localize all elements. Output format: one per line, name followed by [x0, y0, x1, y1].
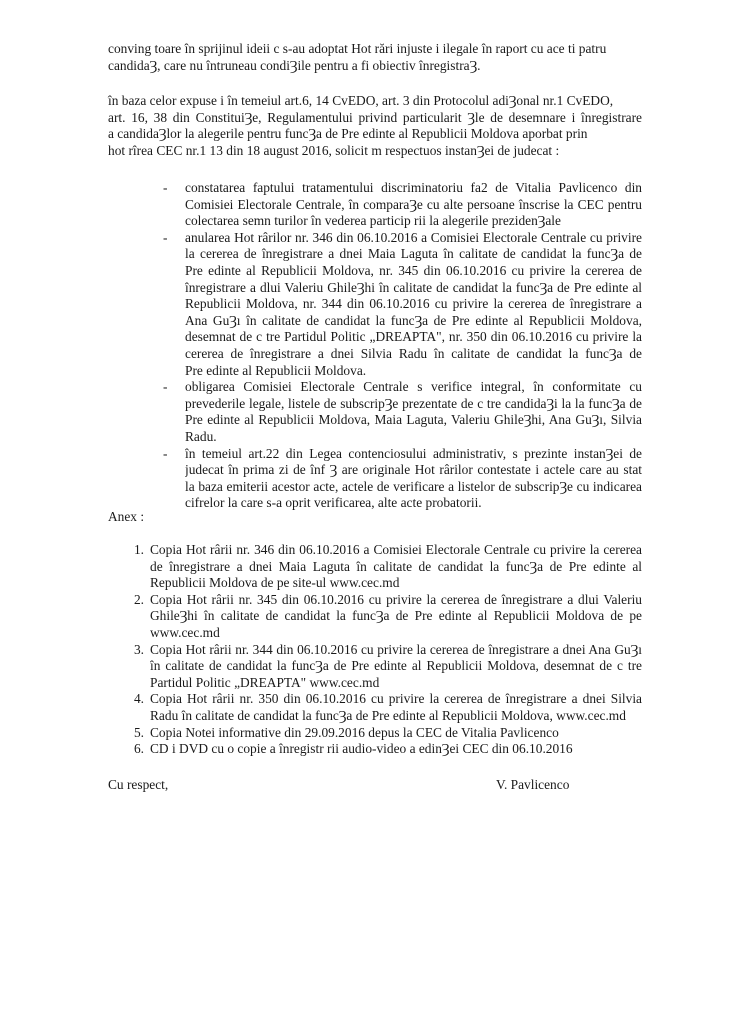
request-line: în temeiul art.22 din Legea contenciosului administrativ, s prezinte instanȜei de — [185, 445, 642, 461]
bullet-dash: - — [163, 445, 168, 461]
annex-line: în calitate de candidat la funcȜa de Pre edinte al Republicii Moldova, desemnat de c tre — [150, 658, 642, 674]
annex-number: 1. — [133, 542, 144, 557]
request-line: la baza emiterii acestor acte, actele de verificare a listelor de subscripȜe cu indicarea — [185, 478, 642, 494]
basis-line: art. 16, 38 din ConstituiȜe, Regulamentului privind particularit Ȝle de desemnare i înregistrare — [108, 109, 642, 125]
annex-line: www.cec.md — [150, 625, 220, 640]
request-line: prevederile legale, listele de subscripȜe prezentate de c tre candidaȜi la la funcȜa de — [185, 395, 642, 411]
bullet-dash: - — [163, 379, 168, 395]
closing-text: Cu respect, — [108, 777, 169, 792]
bullet-dash: - — [163, 229, 168, 245]
basis-line: a candidaȜlor la alegerile pentru funcȜa de Pre edinte al Republicii Moldova aporbat prin — [108, 126, 588, 142]
annex-title: Anex : — [108, 509, 145, 524]
annex-line: Republicii Moldova de pe site-ul www.cec.md — [150, 575, 400, 591]
annex-line: Copia Hot rârii nr. 344 din 06.10.2016 cu privire la cererea de înregistrare a dnei Ana GuȜı — [150, 641, 642, 657]
annex-number: 4. — [133, 691, 144, 707]
request-line: Comisiei Electorale Centrale, în comparaȜe cu alte persoane înscrise la CEC pentru — [185, 196, 642, 212]
annex-number: 3. — [133, 641, 144, 657]
annex-line: GhileȜhi în calitate de candidat la funcȜa de Pre edinte al Republicii Moldova de pe — [150, 608, 642, 624]
request-line: Republicii Moldova, nr. 344 din 06.10.2016 cu privire la cererea de înregistrare a — [185, 296, 642, 312]
annex-line: Partidul Politic „DREAPTA" www.cec.md — [150, 674, 380, 690]
annex-number: 6. — [133, 741, 144, 757]
request-line: Radu. — [185, 429, 217, 444]
request-line: anularea Hot rârilor nr. 346 din 06.10.2016 a Comisiei Electorale Centrale cu privire — [185, 229, 642, 245]
request-line: desemnat de c tre Partidul Politic „DREAPTA", nr. 350 din 06.10.2016 cu privire la — [185, 329, 642, 345]
request-line: Pre edinte al Republicii Moldova, nr. 345 din 06.10.2016 cu privire la cererea de — [185, 263, 642, 278]
request-line: cererea de înregistrare a dnei Silvia Radu în calitate de candidat la funcȜa de — [185, 346, 642, 361]
basis-line: în baza celor expuse i în temeiul art.6, 14 CvEDO, art. 3 din Protocolul adiȜonal nr.1 CvEDO, — [108, 93, 614, 108]
signature-name: V. Pavlicenco — [496, 777, 570, 792]
basis-line: hot rîrea CEC nr.1 13 din 18 august 2016, solicit m respectuos instanȜei de judecat : — [108, 142, 560, 158]
annex-line: Copia Notei informative din 29.09.2016 depus la CEC de Vitalia Pavlicenco — [150, 724, 559, 740]
request-line: judecat în prima zi de înf Ȝ are originale Hot rârilor contestate i actele care au stat — [185, 462, 642, 478]
intro-line: candidaȜ, care nu întruneau condiȜile pentru a fi obiectiv înregistraȜ. — [108, 57, 481, 73]
request-line: Ana GuȜı în calitate de candidat la funcȜa de Pre edinte al Republicii Moldova, — [185, 312, 642, 328]
annex-number: 5. — [133, 724, 144, 740]
annex-line: Copia Hot rârii nr. 345 din 06.10.2016 cu privire la cererea de înregistrare a dlui Valeriu — [150, 591, 642, 607]
request-line: înregistrare a dlui Valeriu GhileȜhi în calitate de candidat la funcȜa de Pre edinte al — [185, 279, 642, 295]
annex-line: Radu în calitate de candidat la funcȜa de Pre edinte al Republicii Moldova, www.cec.md — [150, 708, 626, 723]
request-line: colectarea semn turilor în vederea particip rii la alegerile prezidenȜale — [185, 213, 561, 229]
annex-number: 2. — [133, 591, 144, 607]
annex-line: CD i DVD cu o copie a înregistr rii audio-video a edinȜei CEC din 06.10.2016 — [150, 741, 573, 757]
request-line: constatarea faptului tratamentului discriminatoriu fa2 de Vitalia Pavlicenco din — [185, 180, 642, 195]
request-line: cifrelor la care s-a oprit verificarea, alte acte probatorii. — [185, 495, 482, 511]
annex-line: de înregistrare a dnei Maia Laguta în calitate de candidat la funcȜa de Pre edinte al — [150, 558, 642, 574]
request-line: obligarea Comisiei Electorale Centrale s verifice integral, în conformitate cu — [185, 379, 642, 395]
request-line: la cererea de înregistrare a dnei Maia Laguta în calitate de candidat la funcȜa de — [185, 246, 642, 262]
request-line: Pre edinte al Republicii Moldova, Maia Laguta, Valeriu GhileȜhi, Ana GuȜı, Silvia — [185, 412, 642, 428]
intro-line: conving toare în sprijinul ideii c s-au adoptat Hot rări injuste i ilegale în raport cu ace ti patru — [108, 41, 607, 56]
bullet-dash: - — [163, 180, 168, 195]
annex-line: Copia Hot rârii nr. 346 din 06.10.2016 a Comisiei Electorale Centrale cu privire la cererea — [150, 542, 642, 557]
annex-line: Copia Hot rârii nr. 350 din 06.10.2016 cu privire la cererea de înregistrare a dnei Silvia — [150, 691, 642, 707]
request-line: Pre edinte al Republicii Moldova. — [185, 362, 367, 378]
